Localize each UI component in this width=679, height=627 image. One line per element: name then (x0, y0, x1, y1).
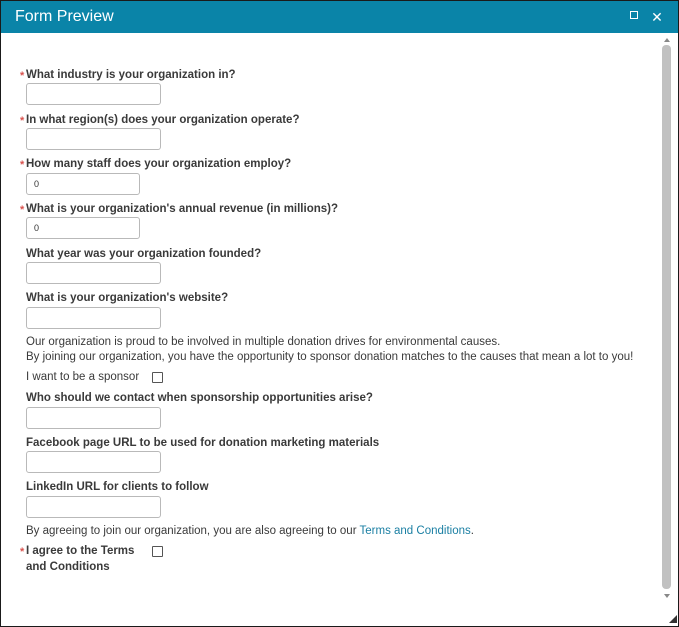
agree-terms-checkbox[interactable] (152, 546, 163, 557)
required-marker: * (20, 70, 25, 82)
vertical-scrollbar[interactable] (659, 33, 677, 604)
agreement-text-start: By agreeing to join our organization, you are also agreeing to our (26, 525, 360, 537)
industry-input[interactable] (26, 83, 161, 105)
maximize-icon (630, 11, 638, 19)
linkedin-url-input[interactable] (26, 496, 161, 518)
agree-label-line1: I agree to the Terms (26, 545, 135, 557)
region-input[interactable] (26, 128, 161, 150)
required-marker: * (20, 115, 25, 127)
terms-link[interactable]: Terms and Conditions (359, 525, 471, 537)
facebook-label: Facebook page URL to be used for donation marketing materials (26, 437, 380, 449)
founded-year-input[interactable] (26, 262, 161, 284)
contact-input[interactable] (26, 407, 161, 429)
close-icon: ✕ (651, 9, 663, 25)
agreement-text (26, 525, 474, 537)
scroll-thumb[interactable] (662, 45, 671, 589)
window-title: Form Preview (15, 8, 114, 25)
agree-label-line2: and Conditions (26, 561, 110, 573)
revenue-label: What is your organization's annual revenue (in millions)? (26, 203, 338, 215)
resize-grip-icon[interactable] (669, 615, 677, 623)
linkedin-label: LinkedIn URL for clients to follow (26, 481, 209, 493)
website-label: What is your organization's website? (26, 292, 229, 304)
scroll-up-icon[interactable] (664, 38, 670, 42)
required-marker: * (20, 159, 25, 171)
agreement-text-end: . (470, 525, 474, 537)
info-text-line1: Our organization is proud to be involved in multiple donation drives for environmental causes. (26, 336, 501, 348)
staff-count-input[interactable] (26, 173, 140, 195)
required-marker: * (20, 204, 25, 216)
staff-label: How many staff does your organization employ? (26, 158, 292, 170)
info-text-line2: By joining our organization, you have the opportunity to sponsor donation matches to the causes that mean a lot to you! (26, 351, 634, 363)
sponsor-checkbox[interactable] (152, 372, 163, 383)
facebook-url-input[interactable] (26, 451, 161, 473)
sponsor-label: I want to be a sponsor (26, 371, 140, 383)
maximize-button[interactable] (625, 7, 643, 27)
required-marker: * (20, 546, 25, 558)
scroll-down-icon[interactable] (664, 594, 670, 598)
close-button[interactable] (648, 7, 666, 27)
industry-label: What industry is your organization in? (26, 69, 236, 81)
region-label: In what region(s) does your organization operate? (26, 114, 300, 126)
founded-label: What year was your organization founded? (26, 248, 262, 260)
form-body (1, 33, 659, 626)
website-input[interactable] (26, 307, 161, 329)
title-bar[interactable] (1, 1, 678, 33)
contact-label: Who should we contact when sponsorship opportunities arise? (26, 392, 373, 404)
revenue-input[interactable] (26, 217, 140, 239)
